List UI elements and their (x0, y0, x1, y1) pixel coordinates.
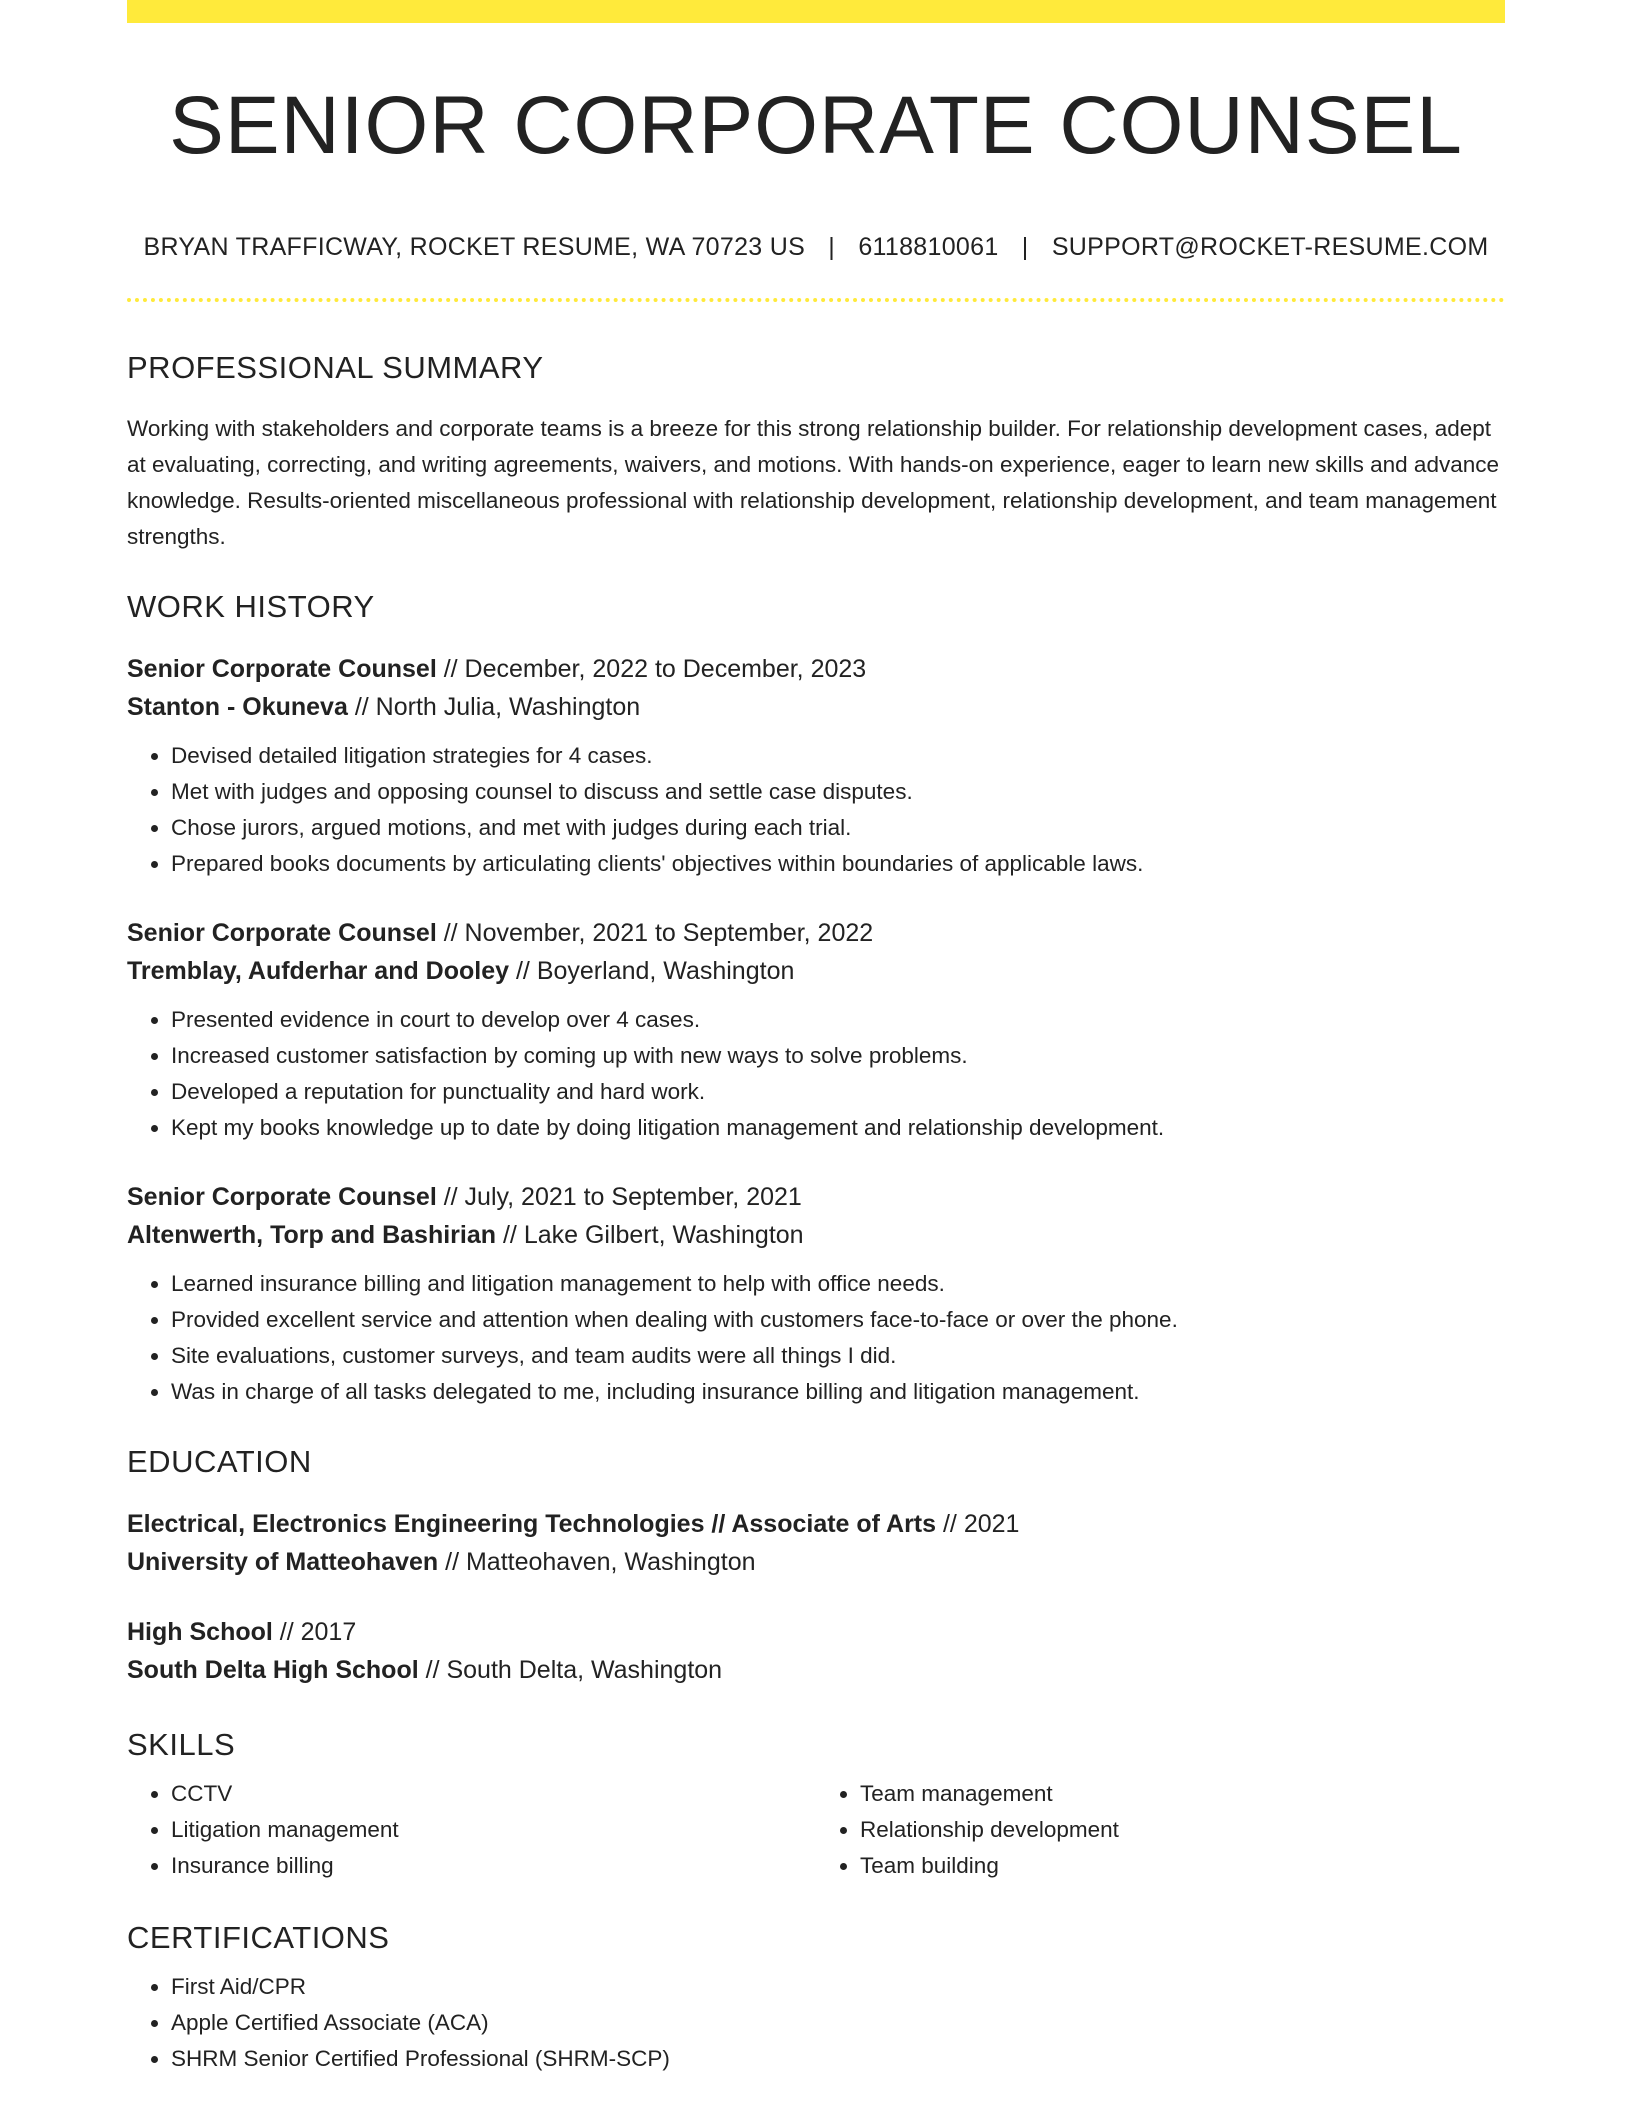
skills-left-column (127, 1776, 816, 1884)
list-item: • Team management (860, 1776, 1505, 1812)
education-year: // 2021 (936, 1510, 1020, 1538)
list-item: • Was in charge of all tasks delegated to me, including insurance billing and litigation management. (171, 1374, 1505, 1410)
job-title-line (127, 914, 1505, 952)
job-company-line (127, 688, 1505, 726)
contact-separator: | (1021, 233, 1029, 261)
list-item: • Apple Certified Associate (ACA) (171, 2005, 1505, 2041)
contact-separator: | (828, 233, 836, 261)
job-role: Senior Corporate Counsel (127, 919, 437, 947)
skills-grid (127, 1776, 1505, 1884)
list-item: • Litigation management (171, 1812, 816, 1848)
skills-right-column (816, 1776, 1505, 1884)
job-company: Altenwerth, Torp and Bashirian (127, 1221, 497, 1249)
list-item: • Kept my books knowledge up to date by doing litigation management and relationship development. (171, 1110, 1505, 1146)
list-item: • Site evaluations, customer surveys, and team audits were all things I did. (171, 1338, 1505, 1374)
education-entry (127, 1505, 1505, 1581)
job-entry (127, 650, 1505, 726)
education-degree-line (127, 1505, 1505, 1543)
skills-heading: SKILLS (127, 1727, 236, 1762)
job-bullets (127, 1002, 1505, 1146)
job-location: // North Julia, Washington (347, 693, 641, 721)
job-entry (127, 1178, 1505, 1254)
job-dates: // November, 2021 to September, 2022 (436, 919, 874, 947)
list-item: • Learned insurance billing and litigation management to help with office needs. (171, 1266, 1505, 1302)
education-location: // Matteohaven, Washington (438, 1548, 756, 1576)
contact-address: BRYAN TRAFFICWAY, ROCKET RESUME, WA 70723 US (143, 233, 806, 261)
job-company: Stanton - Okuneva (127, 693, 348, 721)
education-school: South Delta High School (127, 1656, 419, 1684)
job-title-line (127, 650, 1505, 688)
job-location: // Lake Gilbert, Washington (496, 1221, 804, 1249)
job-company-line (127, 1216, 1505, 1254)
summary-text: Working with stakeholders and corporate teams is a breeze for this strong relationship builder. For relationship development cases, adept at evaluating, correcting, and writing agreements, waivers, and motions. With hands-on experience, eager to learn new skills and advance knowledge. Results-oriented miscellaneous professional with relationship development, relationship development, and team management strengths. (127, 416, 1499, 549)
job-bullets (127, 1266, 1505, 1410)
list-item: • Developed a reputation for punctuality and hard work. (171, 1074, 1505, 1110)
list-item: • SHRM Senior Certified Professional (SHRM-SCP) (171, 2041, 1505, 2077)
job-bullets (127, 738, 1505, 882)
job-location: // Boyerland, Washington (509, 957, 795, 985)
certifications-heading: CERTIFICATIONS (127, 1920, 390, 1955)
list-item: • Increased customer satisfaction by coming up with new ways to solve problems. (171, 1038, 1505, 1074)
job-entry (127, 914, 1505, 990)
education-entry (127, 1613, 1505, 1689)
list-item: • First Aid/CPR (171, 1969, 1505, 2005)
education-degree: High School (127, 1618, 273, 1646)
job-dates: // July, 2021 to September, 2021 (436, 1183, 802, 1211)
education-school-line (127, 1651, 1505, 1689)
job-role: Senior Corporate Counsel (127, 1183, 437, 1211)
contact-phone: 6118810061 (858, 233, 999, 261)
list-item: • Insurance billing (171, 1848, 816, 1884)
education-location: // South Delta, Washington (418, 1656, 723, 1684)
education-degree-line (127, 1613, 1505, 1651)
list-item: • Provided excellent service and attention when dealing with customers face-to-face or over the phone. (171, 1302, 1505, 1338)
job-title-line (127, 1178, 1505, 1216)
job-dates: // December, 2022 to December, 2023 (436, 655, 867, 683)
job-company: Tremblay, Aufderhar and Dooley (127, 957, 510, 985)
work-history-heading: WORK HISTORY (127, 589, 375, 624)
list-item: • Prepared books documents by articulating clients' objectives within boundaries of applicable laws. (171, 846, 1505, 882)
header-divider (127, 298, 1505, 302)
list-item: • Devised detailed litigation strategies for 4 cases. (171, 738, 1505, 774)
job-role: Senior Corporate Counsel (127, 655, 437, 683)
education-school: University of Matteohaven (127, 1548, 439, 1576)
education-degree: Electrical, Electronics Engineering Technologies // Associate of Arts (127, 1510, 937, 1538)
list-item: • CCTV (171, 1776, 816, 1812)
education-heading: EDUCATION (127, 1444, 312, 1479)
job-company-line (127, 952, 1505, 990)
contact-email: SUPPORT@ROCKET-RESUME.COM (1051, 233, 1489, 261)
top-accent-bar (127, 0, 1505, 23)
list-item: • Relationship development (860, 1812, 1505, 1848)
list-item: • Met with judges and opposing counsel to discuss and settle case disputes. (171, 774, 1505, 810)
list-item: • Presented evidence in court to develop over 4 cases. (171, 1002, 1505, 1038)
education-school-line (127, 1543, 1505, 1581)
summary-heading: PROFESSIONAL SUMMARY (127, 350, 544, 385)
list-item: • Team building (860, 1848, 1505, 1884)
contact-line (127, 235, 1505, 260)
education-year: // 2017 (272, 1618, 357, 1646)
resume-title: SENIOR CORPORATE COUNSEL (169, 80, 1463, 171)
list-item: • Chose jurors, argued motions, and met with judges during each trial. (171, 810, 1505, 846)
certifications-list (127, 1969, 1505, 2077)
